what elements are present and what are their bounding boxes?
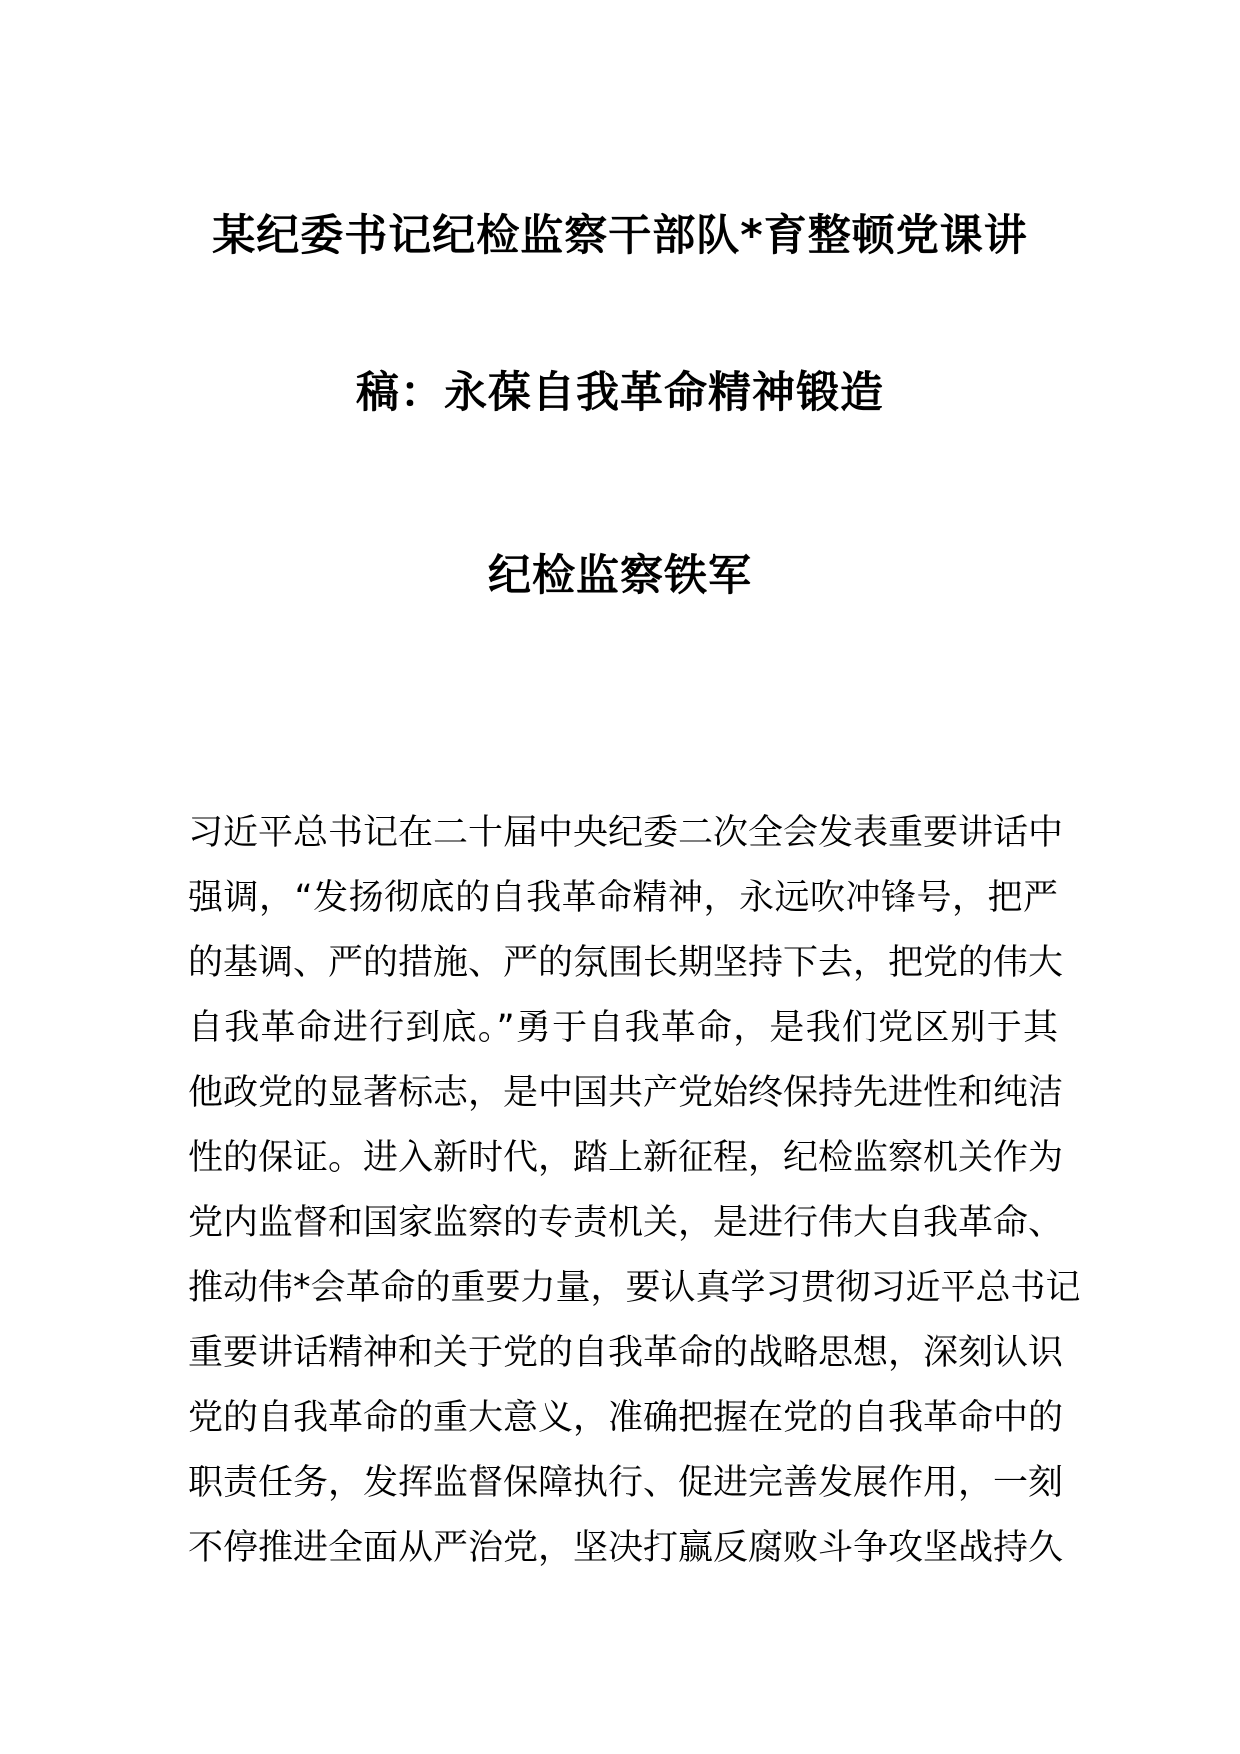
body-line: 强调，“发扬彻底的自我革命精神，永远吹冲锋号，把严 [188, 878, 1058, 918]
body-line: 党内监督和国家监察的专责机关，是进行伟大自我革命、 [188, 1203, 1064, 1243]
body-line: 不停推进全面从严治党，坚决打赢反腐败斗争攻坚战持久 [188, 1528, 1064, 1568]
document-body [188, 801, 1081, 1581]
body-line: 性的保证。进入新时代，踏上新征程，纪检监察机关作为 [188, 1138, 1064, 1178]
body-line: 推动伟*会革命的重要力量，要认真学习贯彻习近平总书记 [188, 1268, 1081, 1308]
body-line: 他政党的显著标志，是中国共产党始终保持先进性和纯洁 [188, 1073, 1064, 1113]
body-line: 自我革命进行到底。”勇于自我革命，是我们党区别于其 [188, 1008, 1058, 1048]
body-line: 党的自我革命的重大意义，准确把握在党的自我革命中的 [188, 1398, 1064, 1438]
document-title-line-1: 某纪委书记纪检监察干部队*育整顿党课讲 [212, 211, 1028, 261]
body-line: 职责任务，发挥监督保障执行、促进完善发展作用，一刻 [188, 1463, 1064, 1503]
document-title-line-3: 纪检监察铁军 [488, 551, 752, 601]
document-title-line-2: 稿：永葆自我革命精神锻造 [356, 368, 884, 418]
body-line: 重要讲话精神和关于党的自我革命的战略思想，深刻认识 [188, 1333, 1064, 1373]
body-line: 习近平总书记在二十届中央纪委二次全会发表重要讲话中 [188, 813, 1064, 853]
body-line: 的基调、严的措施、严的氛围长期坚持下去，把党的伟大 [188, 943, 1064, 983]
